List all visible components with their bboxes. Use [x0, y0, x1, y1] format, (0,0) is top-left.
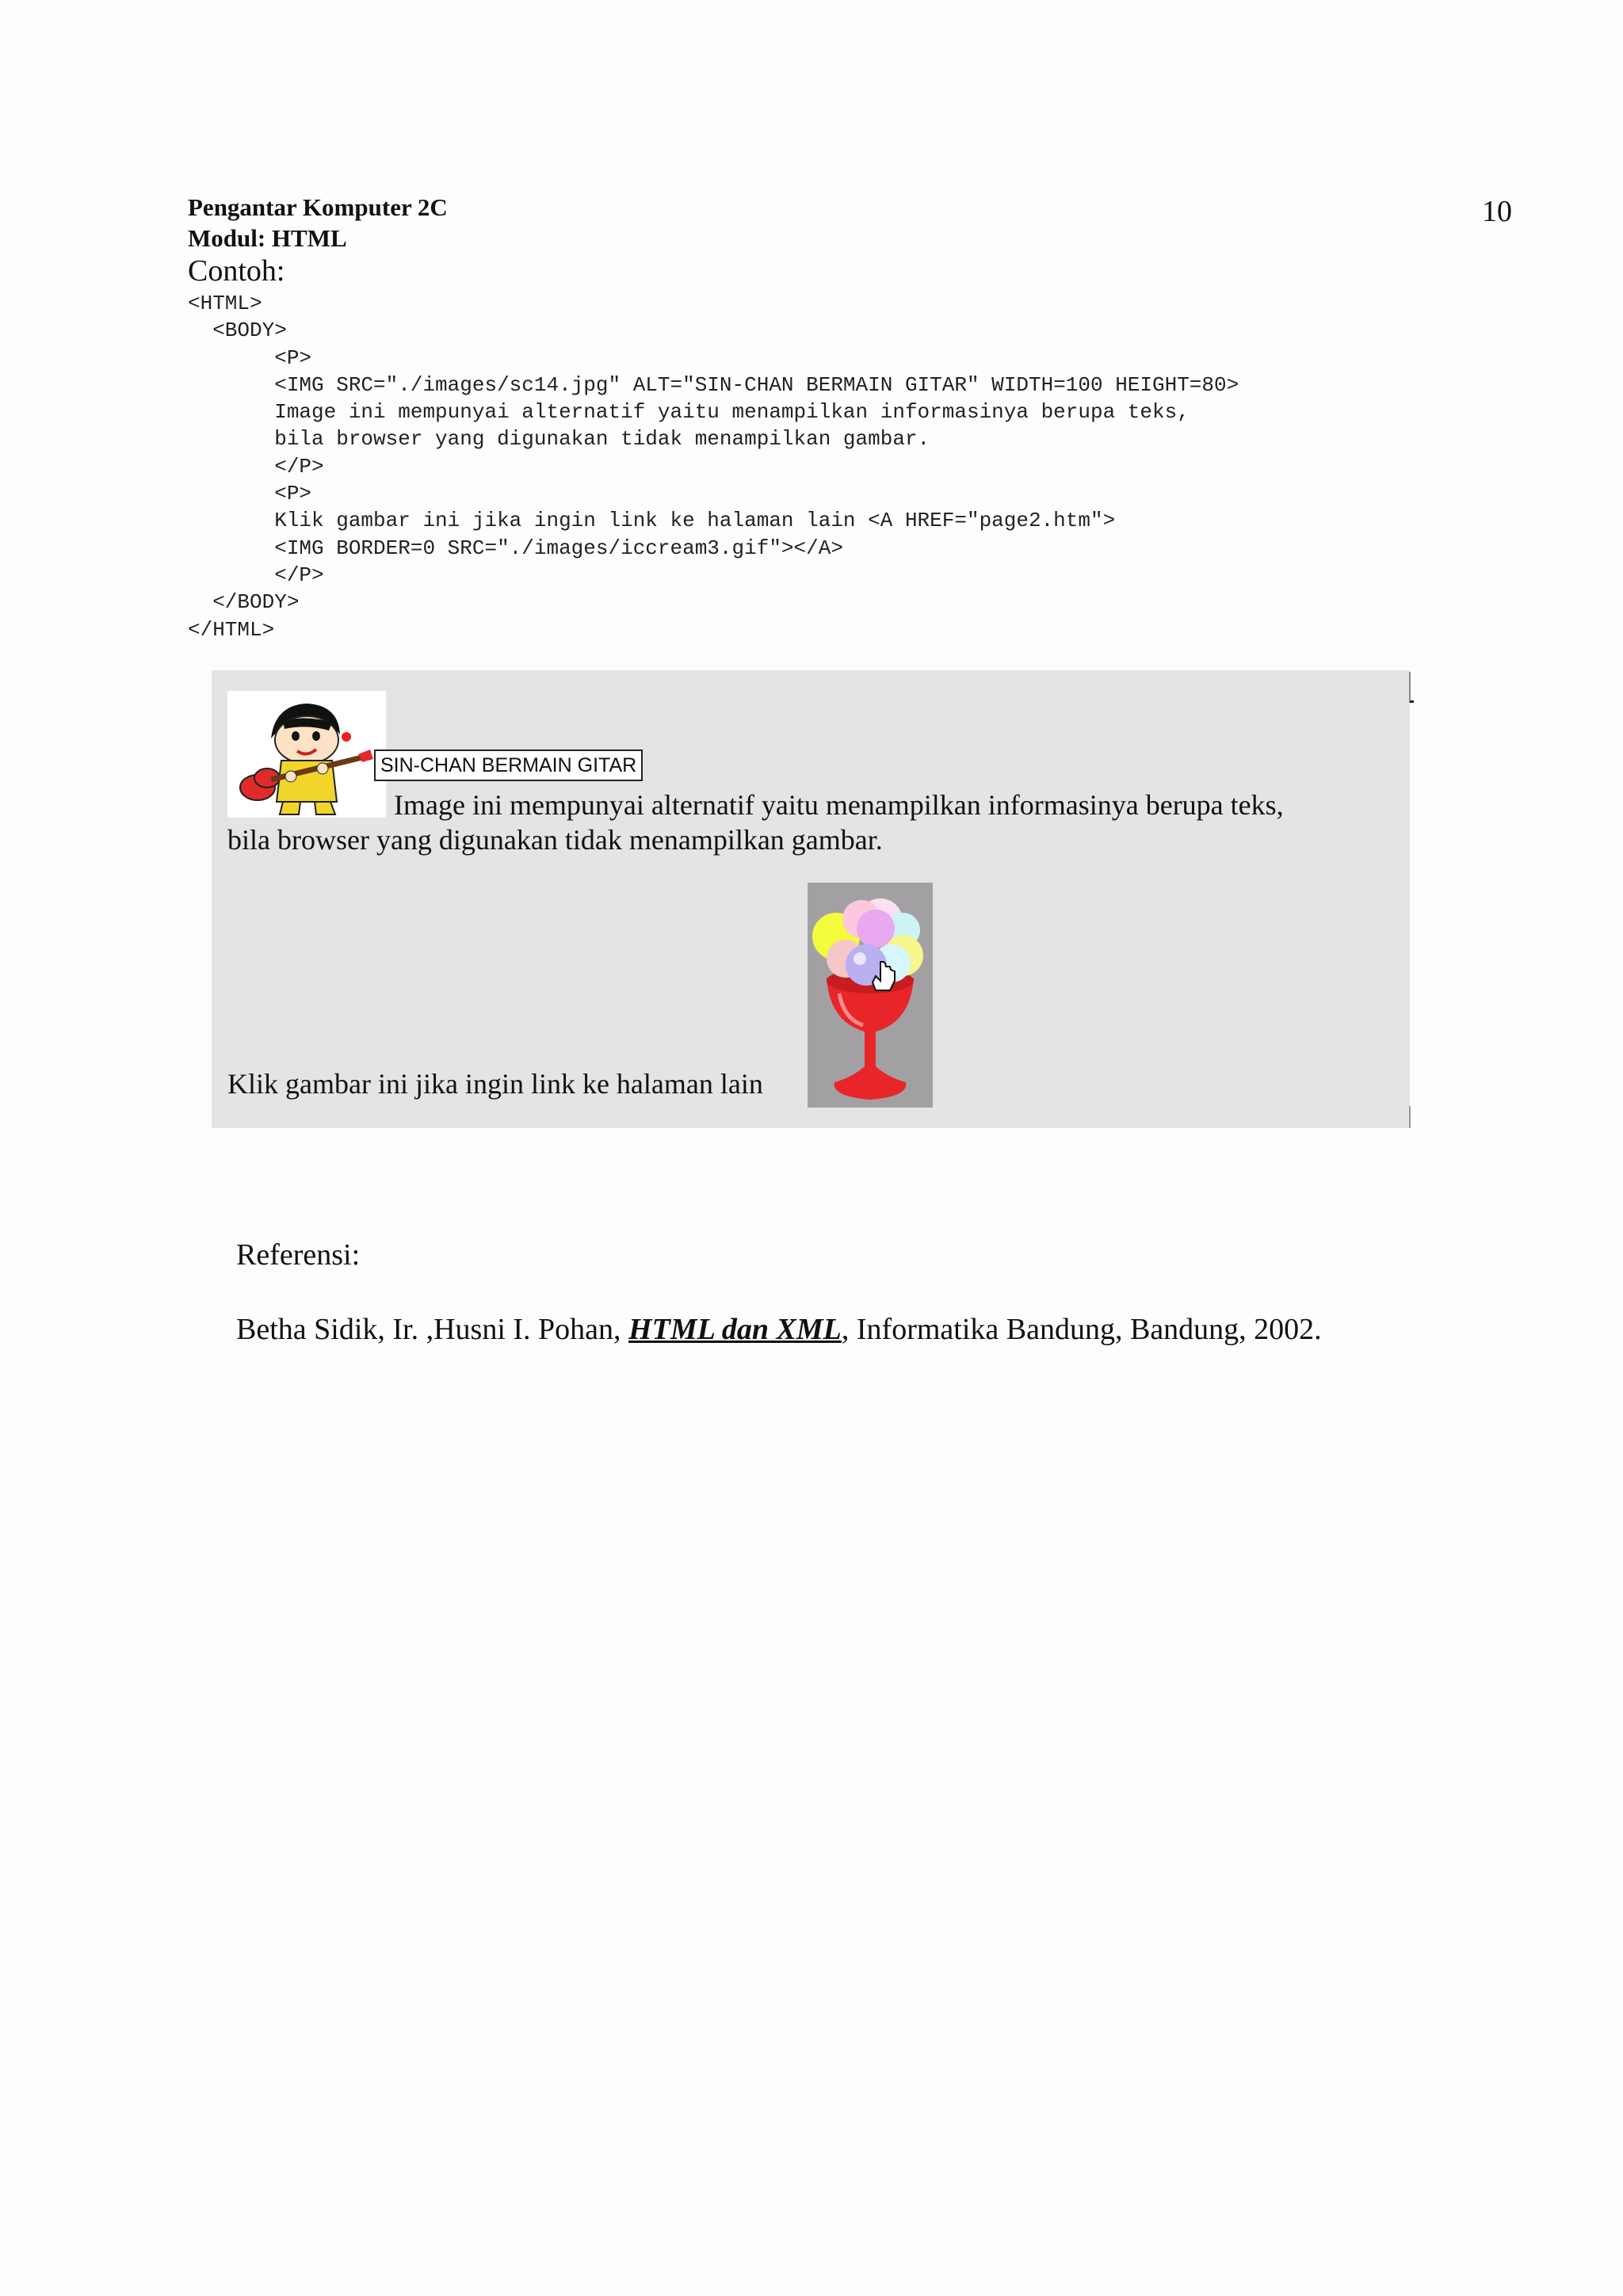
- icecream-link-image[interactable]: [808, 883, 933, 1108]
- link-paragraph: Klik gambar ini jika ingin link ke halaman lain: [227, 1068, 763, 1100]
- code-listing: <HTML> <BODY> <P> <IMG SRC="./images/sc14.jpg" ALT="SIN-CHAN BERMAIN GITAR" WIDTH=100 HEIGHT=80> Image ini mempunyai alternatif yaitu menampilkan informasinya berupa teks, bila browser yang digunakan tidak menampilkan gambar. </P> <P> Klik gambar ini jika ingin link ke halaman lain <A HREF="page2.htm"> <IMG BORDER=0 SRC="./images/iccream3.gif"></A> </P> </BODY> </HTML>: [188, 292, 1239, 642]
- reference-entry: [236, 1312, 1322, 1347]
- reference-authors: Betha Sidik, Ir. ,Husni I. Pohan,: [236, 1313, 629, 1346]
- alt-paragraph-line2: bila browser yang digunakan tidak menampilkan gambar.: [227, 824, 883, 856]
- reference-publisher: , Informatika Bandung, Bandung, 2002.: [841, 1313, 1322, 1346]
- alt-paragraph-line1: Image ini mempunyai alternatif yaitu menampilkan informasinya berupa teks,: [394, 789, 1284, 821]
- example-label: Contoh:: [188, 254, 285, 288]
- browser-preview: [212, 670, 1410, 1128]
- reference-title: Referensi:: [236, 1238, 361, 1272]
- document-header: [188, 192, 448, 254]
- alt-text-tooltip: SIN-CHAN BERMAIN GITAR: [374, 749, 643, 781]
- browser-scrollbar-edge-bottom: [1409, 1106, 1414, 1128]
- sinchan-guitar-image: [227, 691, 386, 818]
- browser-scrollbar-edge-top: [1409, 672, 1414, 703]
- module-title: Modul: HTML: [188, 224, 347, 252]
- page-number: 10: [1482, 195, 1512, 228]
- reference-book-title: HTML dan XML: [628, 1313, 842, 1346]
- course-title: Pengantar Komputer 2C: [188, 193, 448, 221]
